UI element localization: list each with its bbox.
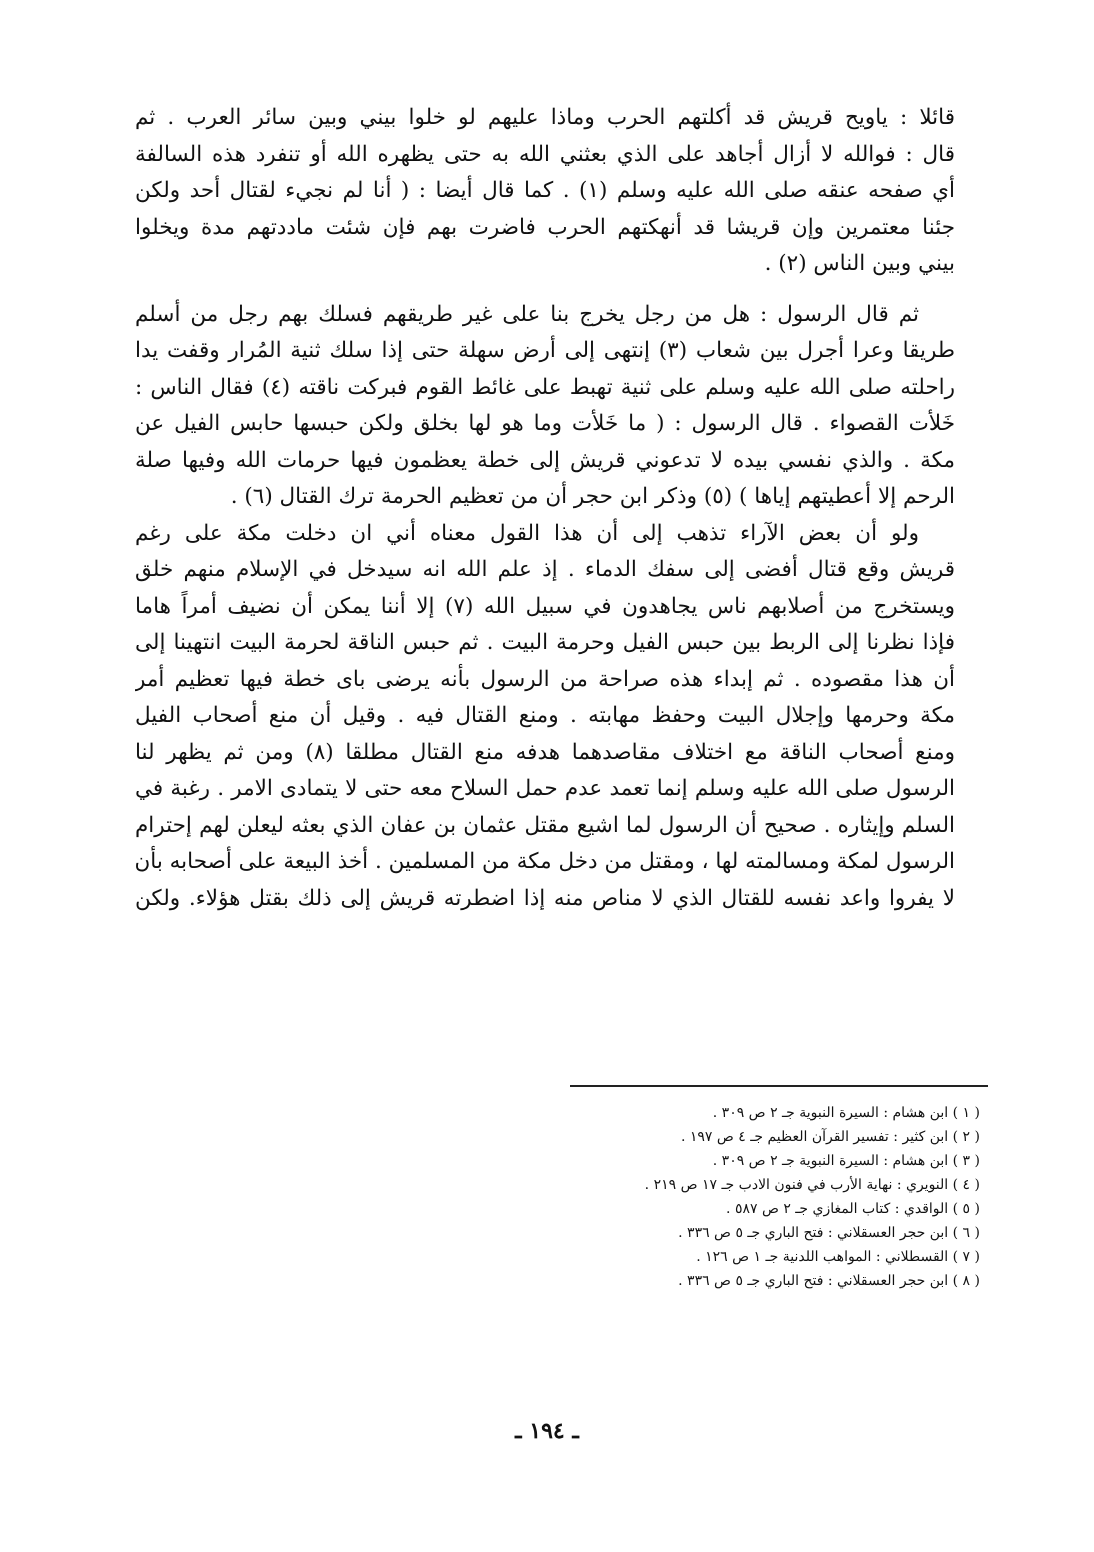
- footnotes: [560, 1101, 980, 1293]
- footnote-5: ( ٥ ) الواقدي : كتاب المغازي جـ ٢ ص ٥٨٧ .: [726, 1201, 980, 1217]
- text-line: أي صفحه عنقه صلى الله عليه وسلم (١) . كما قال أيضا : ( أنا لم نجيء لقتال أحد ولكن: [135, 178, 955, 203]
- footnote-7: ( ٧ ) القسطلاني : المواهب اللدنية جـ ١ ص ١٢٦ .: [696, 1249, 980, 1265]
- text-line: الرحم إلا أعطيتهم إياها ) (٥) وذكر ابن حجر أن من تعظيم الحرمة ترك القتال (٦) .: [230, 484, 955, 509]
- text-line: جئنا معتمرين وإن قريشا قد أنهكتهم الحرب فاضرت بهم فإن شئت ماددتهم مدة ويخلوا: [135, 214, 955, 240]
- text-line: بيني وبين الناس (٢) .: [764, 251, 955, 276]
- text-line: ولو أن بعض الآراء تذهب إلى أن هذا القول معناه أني ان دخلت مكة على رغم: [135, 520, 919, 546]
- text-line: قال : فوالله لا أزال أجاهد على الذي بعثني الله به حتى يظهره الله أو تنفرد هذه السالفة: [135, 141, 955, 167]
- footnote-8: ( ٨ ) ابن حجر العسقلاني : فتح الباري جـ ٥ ص ٣٣٦ .: [678, 1273, 980, 1289]
- text-line: الرسول لمكة ومسالمته لها ، ومقتل من دخل مكة من المسلمين . أخذ البيعة على أصحابه بأن: [135, 849, 955, 874]
- footnote-1: ( ١ ) ابن هشام : السيرة النبوية جـ ٢ ص ٣٠٩ .: [712, 1105, 980, 1121]
- page-number: ـ ١٩٤ ـ: [515, 1418, 579, 1444]
- footnote-2: ( ٢ ) ابن كثير : تفسير القرآن العظيم جـ ٤ ص ١٩٧ .: [680, 1129, 980, 1145]
- text-line: فإذا نظرنا إلى الربط بين حبس الفيل وحرمة البيت . ثم حبس الناقة لحرمة البيت انتهينا إلى: [135, 630, 955, 655]
- text-line: راحلته صلى الله عليه وسلم على ثنية تهبط على غائط القوم فبركت ناقته (٤) فقال الناس :: [135, 374, 955, 400]
- text-line: مكة وحرمها وإجلال البيت وحفظ مهابته . ومنع القتال فيه . وقيل أن منع أصحاب الفيل: [135, 703, 955, 728]
- paragraph-1: [135, 100, 955, 283]
- text-line: ويستخرج من أصلابهم ناس يجاهدون في سبيل الله (٧) إلا أننا يمكن أن نضيف أمراً هاما: [135, 593, 955, 619]
- text-line: خَلأت القصواء . قال الرسول : ( ما خَلأت وما هو لها بخلق ولكن حبسها حابس الفيل عن: [135, 411, 955, 436]
- footnote-3: ( ٣ ) ابن هشام : السيرة النبوية جـ ٢ ص ٣٠٩ .: [712, 1153, 980, 1169]
- text-line: السلم وإيثاره . صحيح أن الرسول لما اشيع مقتل عثمان بن عفان الذي بعثه ليعلن لهم إحترام: [135, 812, 955, 838]
- text-line: قائلا : ياويح قريش قد أكلتهم الحرب وماذا عليهم لو خلوا بيني وبين سائر العرب . ثم: [135, 105, 955, 130]
- footnote-4: ( ٤ ) النويري : نهاية الأرب في فنون الادب جـ ١٧ ص ٢١٩ .: [644, 1177, 980, 1193]
- main-text: [135, 100, 955, 917]
- text-line: الرسول صلى الله عليه وسلم إنما تعمد عدم حمل السلاح معه حتى لا يتمادى الامر . رغبة في: [135, 776, 955, 801]
- text-line: مكة . والذي نفسي بيده لا تدعوني قريش إلى خطة يعظمون فيها حرمات الله وفيها صلة: [135, 447, 955, 473]
- paragraph-2: [135, 297, 955, 516]
- text-line: ثم قال الرسول : هل من رجل يخرج بنا على غير طريقهم فسلك بهم رجل من أسلم: [135, 301, 919, 327]
- footnote-6: ( ٦ ) ابن حجر العسقلاني : فتح الباري جـ ٥ ص ٣٣٦ .: [678, 1225, 980, 1241]
- paragraph-3: [135, 516, 955, 918]
- text-line: لا يفروا واعد نفسه للقتال الذي لا مناص منه إذا اضطرته قريش إلى ذلك بقتل هؤلاء. ولكن: [135, 885, 955, 911]
- footnote-separator: [570, 1085, 988, 1087]
- text-line: ومنع أصحاب الناقة مع اختلاف مقاصدهما هدفه منع القتال مطلقا (٨) ومن ثم يظهر لنا: [135, 739, 955, 765]
- text-line: قريش وقع قتال أفضى إلى سفك الدماء . إذ علم الله انه سيدخل في الإسلام منهم خلق: [135, 557, 955, 582]
- text-line: أن هذا مقصوده . ثم إبداء هذه صراحة من الرسول بأنه يرضى باى خطة فيها تعظيم أمر: [135, 666, 955, 692]
- text-line: طريقا وعرا أجرل بين شعاب (٣) إنتهى إلى أرض سهلة حتى إذا سلك ثنية المُرار وقفت يدا: [135, 338, 955, 363]
